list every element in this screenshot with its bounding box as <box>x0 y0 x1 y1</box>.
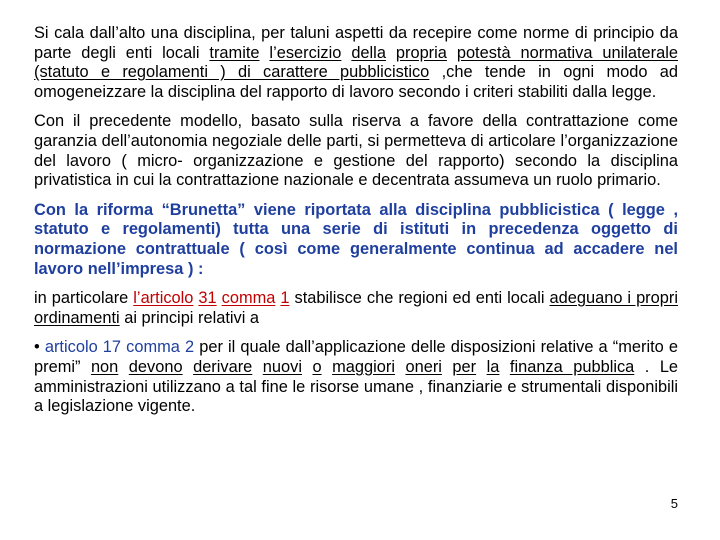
paragraph-5-bullet <box>34 338 678 416</box>
p5-underline-10: finanza pubblica <box>509 357 635 376</box>
p1-underline-3: della <box>351 43 386 62</box>
paragraph-3-highlight: Con la riforma “Brunetta” viene riportata alla disciplina pubblicistica ( legge , statuto e regolamenti) tutta una serie di istituti in precedenza oggetto di normazione contrattuale ( così come generalmente continua ad accadere nel lavoro nell’impresa ) : <box>34 200 678 278</box>
paragraph-2: Con il precedente modello, basato sulla riserva a favore della contrattazione come garanzia dell’autonomia negoziale delle parti, si permetteva di articolare l’organizzazione del lavoro ( micro- organizzazione e gestione del rapporto) secondo la disciplina privatistica in cui la contrattazione nazionale e decentrata assumeva un ruolo primario. <box>34 112 678 190</box>
paragraph-1 <box>34 24 678 102</box>
paragraph-4 <box>34 289 678 328</box>
article-ref-comma-number: 1 <box>280 289 290 308</box>
p5-underline-3: derivare <box>193 357 253 376</box>
p1-underline-4: propria <box>395 43 447 62</box>
p1-underline-1: tramite <box>209 43 260 62</box>
p5-underline-2: devono <box>128 357 183 376</box>
p5-text-a: per il quale dall’applicazione delle disposizioni relative a “merito e premi” <box>34 338 678 376</box>
p4-text-c: ai principi relativi a <box>119 308 260 327</box>
p5-text-b: . Le amministrazioni utilizzano a tal fine le risorse umane , finanziarie e strumentali disponibili a legislazione vigente. <box>34 357 679 416</box>
p4-underline: adeguano i propri ordinamenti <box>34 289 678 327</box>
p4-text-a: in particolare <box>34 289 134 308</box>
p5-underline-6: maggiori <box>332 357 395 376</box>
page-number: 5 <box>670 496 678 511</box>
p5-underline-1: non <box>90 357 119 376</box>
p5-underline-4: nuovi <box>262 357 302 376</box>
p5-underline-9: la <box>486 357 500 376</box>
p1-underline-2: l’esercizio <box>269 43 342 62</box>
article-ref-word: l’articolo <box>133 289 194 308</box>
p5-underline-8: per <box>452 357 477 376</box>
bullet-marker: • <box>34 338 45 357</box>
p1-text-a: Si cala dall’alto una disciplina, per taluni aspetti da recepire come norme di principio da parte degli enti locali <box>34 24 678 62</box>
p5-underline-5: o <box>312 357 322 376</box>
p1-text-b: ,che tende in ogni modo ad omogeneizzare la disciplina del rapporto di lavoro secondo i criteri stabiliti dalla legge. <box>34 63 678 101</box>
article-ref-number: 31 <box>198 289 217 308</box>
article-17-ref: articolo 17 comma 2 <box>44 338 195 357</box>
article-ref-comma-word: comma <box>221 289 276 308</box>
p4-text-b: stabilisce che regioni ed enti locali <box>289 289 550 308</box>
slide-content <box>34 24 678 427</box>
p5-underline-7: oneri <box>405 357 442 376</box>
p1-underline-5: potestà normativa unilaterale (statuto e regolamenti ) di carattere pubblicistico <box>34 43 679 82</box>
